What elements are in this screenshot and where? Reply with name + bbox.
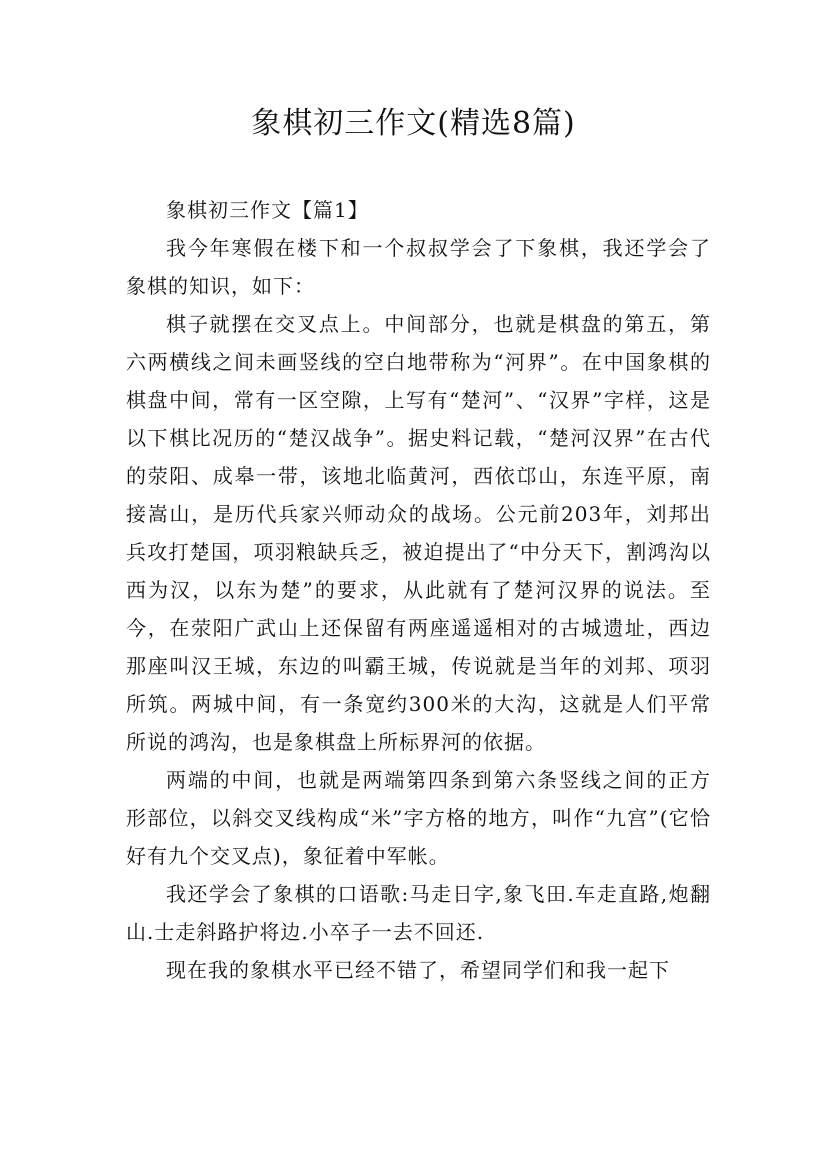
paragraph: 我今年寒假在楼下和一个叔叔学会了下象棋，我还学会了象棋的知识，如下： (126, 236, 711, 298)
section-heading: 象棋初三作文【篇1】 (166, 198, 369, 222)
document-body (126, 191, 711, 989)
paragraph: 我还学会了象棋的口语歌:马走日字,象飞田.车走直路,炮翻山.士走斜路护将边.小卒子一去不回还. (126, 882, 711, 944)
paragraph: 现在我的象棋水平已经不错了，希望同学们和我一起下 (166, 958, 670, 982)
paragraph: 两端的中间，也就是两端第四条到第六条竖线之间的正方形部位，以斜交叉线构成“米”字方格的地方，叫作“九宫”(它恰好有九个交叉点)，象征着中军帐。 (126, 768, 711, 868)
document-title: 象棋初三作文(精选8篇) (251, 106, 576, 141)
paragraph: 棋子就摆在交叉点上。中间部分，也就是棋盘的第五，第六两横线之间未画竖线的空白地带称为“河界”。在中国象棋的棋盘中间，常有一区空隙，上写有“楚河”、“汉界”字样，这是以下棋比况历的“楚汉战争”。据史料记载，“楚河汉界”在古代的荥阳、成皋一带，该地北临黄河，西依邙山，东连平原，南接嵩山，是历代兵家兴师动众的战场。公元前203年，刘邦出兵攻打楚国，项羽粮缺兵乏，被迫提出了“中分天下，割鸿沟以西为汉，以东为楚”的要求，从此就有了楚河汉界的说法。至今，在荥阳广武山上还保留有两座遥遥相对的古城遗址，西边那座叫汉王城，东边的叫霸王城，传说就是当年的刘邦、项羽所筑。两城中间，有一条宽约300米的大沟，这就是人们平常所说的鸿沟，也是象棋盘上所标界河的依据。 (126, 312, 711, 754)
